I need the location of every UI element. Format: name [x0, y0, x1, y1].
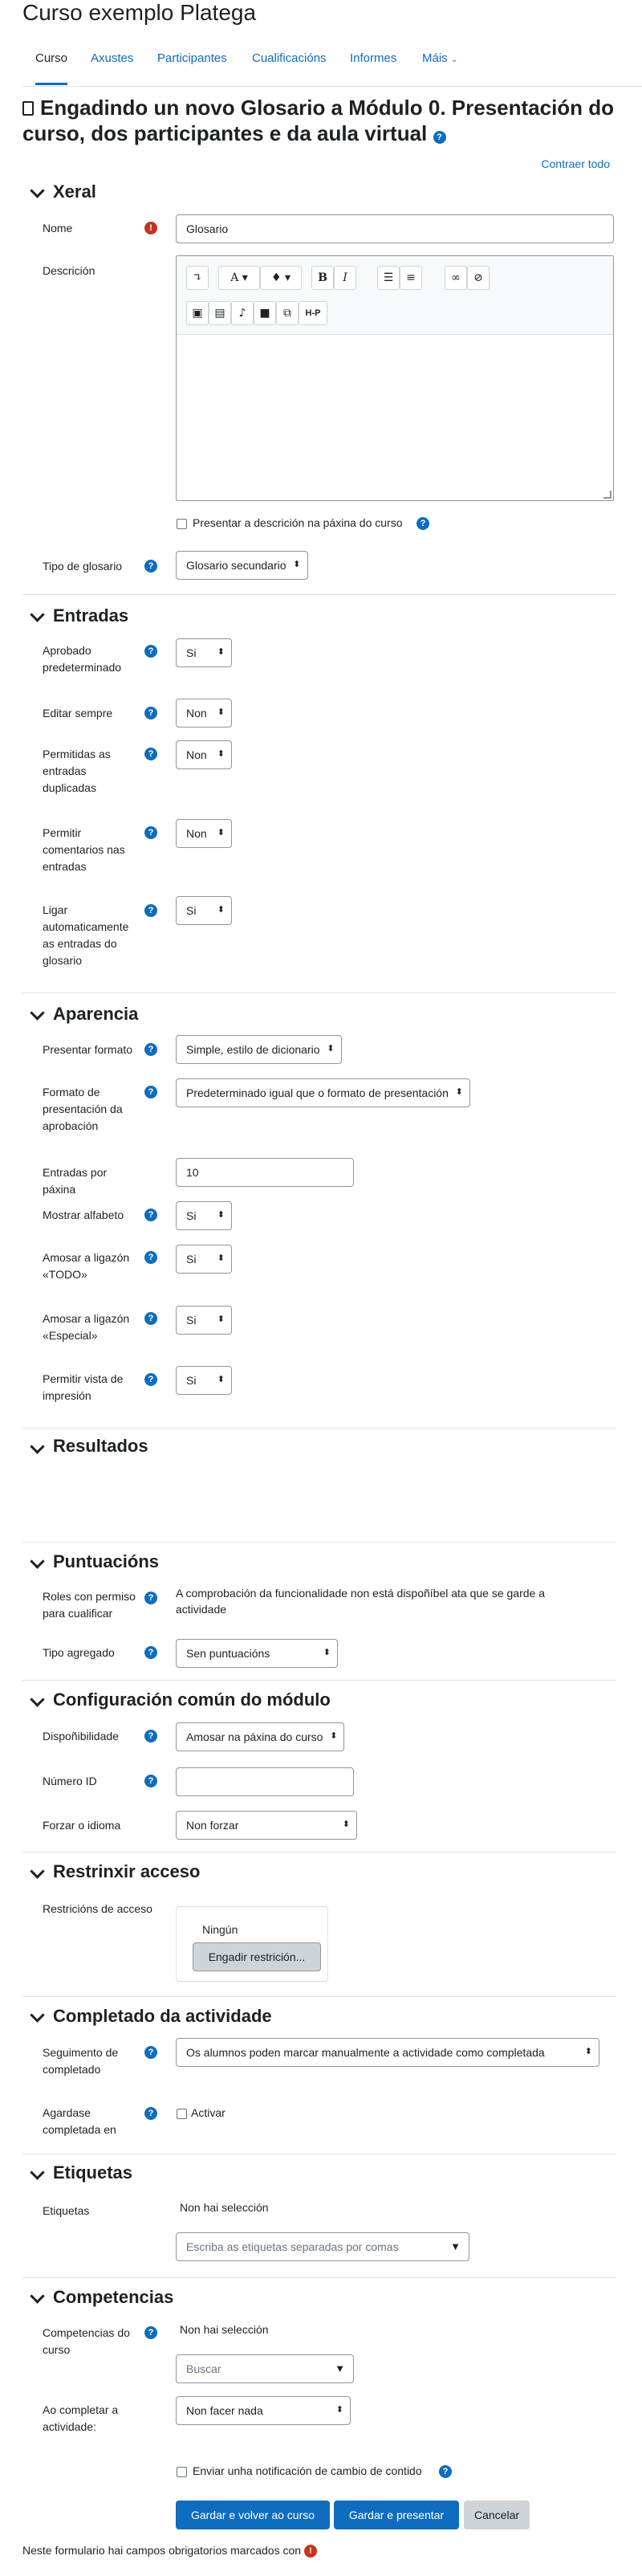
mostrar-alfabeto-select[interactable]: Si ⬍ — [176, 1201, 232, 1230]
section-restrinxir[interactable]: Restrinxir acceso — [53, 1861, 201, 1881]
vista-impresion-select[interactable]: Si ⬍ — [176, 1366, 232, 1395]
tipo-agregado-select[interactable]: Sen puntuacións ⬍ — [176, 1639, 338, 1668]
chevron-down-icon[interactable] — [27, 1439, 47, 1458]
question-circle-icon[interactable]: ? — [144, 2046, 157, 2059]
section-completado[interactable]: Completado da actividade — [53, 2006, 272, 2026]
question-circle-icon[interactable]: ? — [144, 1043, 157, 1056]
question-circle-icon[interactable]: ? — [144, 2326, 157, 2339]
notify-checkbox[interactable] — [177, 2467, 187, 2477]
question-circle-icon[interactable]: ? — [144, 748, 157, 760]
chevron-down-icon[interactable] — [27, 2165, 47, 2184]
section-entradas[interactable]: Entradas — [53, 605, 129, 626]
comentarios-label: Permitir comentarios nas entradas — [43, 826, 125, 873]
add-restriction-button[interactable]: Engadir restrición... — [193, 1942, 321, 1971]
mostrar-alfabeto-label: Mostrar alfabeto — [43, 1209, 124, 1221]
chevron-down-icon: ⌄ — [450, 55, 458, 64]
question-circle-icon[interactable]: ? — [144, 826, 157, 839]
chevron-down-icon[interactable] — [27, 607, 47, 626]
exclamation-circle-icon: ! — [144, 222, 157, 234]
ligar-label: Ligar automaticamente as entradas do glosario — [43, 903, 129, 967]
chevron-down-icon[interactable] — [27, 2007, 47, 2027]
collapse-all-link[interactable]: Contraer todo — [541, 157, 610, 170]
dispoñibilidade-label: Dispoñibilidade — [43, 1730, 119, 1742]
media-icon[interactable]: ▤ — [209, 301, 231, 325]
entradas-paxina-input[interactable]: 10 — [176, 1158, 354, 1187]
h5p-icon[interactable]: H-P — [299, 301, 327, 325]
show-description-checkbox[interactable] — [177, 519, 187, 529]
section-etiquetas[interactable]: Etiquetas — [53, 2162, 133, 2183]
course-title: Curso exemplo Platega — [22, 0, 257, 25]
aprobado-label: Aprobado predeterminado — [43, 644, 122, 674]
section-divider — [22, 594, 616, 595]
competencias-search[interactable]: Buscar ▼ — [176, 2354, 354, 2383]
section-divider — [22, 1996, 616, 1997]
save-show-button[interactable]: Gardar e presentar — [334, 2501, 459, 2529]
section-competencias[interactable]: Competencias — [53, 2287, 174, 2307]
agardase-label: Agardase completada en — [43, 2106, 116, 2136]
section-resultados[interactable]: Resultados — [53, 1436, 148, 1456]
activar-label: Activar — [191, 2106, 226, 2119]
forzar-idioma-label: Forzar o idioma — [43, 1819, 121, 1832]
tab-cualificacions[interactable]: Cualificacións — [252, 51, 327, 65]
descricion-label: Descrición — [43, 264, 95, 277]
section-config-comun[interactable]: Configuración común do módulo — [53, 1689, 331, 1710]
tipo-glosario-select[interactable]: Glosario secundario ⬍ — [176, 551, 308, 580]
etiquetas-label: Etiquetas — [43, 2204, 90, 2217]
toolbar-toggle-icon[interactable]: ↴ — [186, 266, 209, 290]
nome-input[interactable]: Glosario — [176, 214, 614, 243]
ligazon-especial-select[interactable]: Si ⬍ — [176, 1306, 232, 1335]
glossary-icon — [22, 101, 34, 116]
question-circle-icon[interactable]: ? — [433, 131, 446, 144]
duplicadas-select[interactable]: Non ⬍ — [176, 740, 232, 769]
description-editor[interactable] — [176, 255, 614, 501]
question-circle-icon[interactable]: ? — [144, 1209, 157, 1221]
tipo-agregado-label: Tipo agregado — [43, 1646, 115, 1659]
ordered-list-icon[interactable]: ≡ — [400, 266, 422, 290]
unlink-icon[interactable]: ⊘ — [467, 266, 490, 290]
restrictions-none: Ningún — [202, 1923, 238, 1936]
question-circle-icon[interactable]: ? — [144, 1646, 157, 1659]
nome-label: Nome — [43, 222, 73, 234]
section-xeral[interactable]: Xeral — [53, 181, 96, 202]
competencias-none: Non hai selección — [180, 2323, 269, 2336]
seguimento-select[interactable]: Os alumnos poden marcar manualmente a actividade como completada ⬍ — [176, 2038, 599, 2067]
section-divider — [22, 1852, 616, 1853]
numero-id-label: Número ID — [43, 1775, 97, 1787]
presentar-formato-select[interactable]: Simple, estilo de dicionario ⬍ — [176, 1035, 342, 1064]
comentarios-select[interactable]: Non ⬍ — [176, 819, 232, 848]
chevron-down-icon[interactable] — [27, 1692, 47, 1711]
microphone-icon[interactable]: ♪ — [231, 301, 254, 325]
required-note: Neste formulario hai campos obrigatorios marcados con ! — [22, 2544, 317, 2558]
resize-handle[interactable] — [603, 491, 612, 499]
question-circle-icon[interactable]: ? — [144, 1592, 157, 1604]
section-aparencia[interactable]: Aparencia — [53, 1004, 139, 1024]
ligazon-especial-label: Amosar a ligazón «Especial» — [43, 1312, 130, 1342]
secondary-navigation — [22, 39, 642, 87]
bold-icon[interactable]: B — [311, 266, 334, 290]
question-circle-icon[interactable]: ? — [144, 1775, 157, 1787]
question-circle-icon[interactable]: ? — [144, 560, 157, 573]
numero-id-input[interactable] — [176, 1767, 354, 1796]
section-divider — [22, 1542, 616, 1543]
presentar-formato-label: Presentar formato — [43, 1043, 133, 1056]
formato-aprobacion-label: Formato de presentación da aprobación — [43, 1086, 123, 1132]
entradas-paxina-label: Entradas por páxina — [43, 1166, 108, 1196]
tipo-glosario-label: Tipo de glosario — [43, 560, 123, 573]
exclamation-circle-icon: ! — [304, 2545, 317, 2558]
question-circle-icon[interactable]: ? — [144, 707, 157, 719]
ao-completar-label: Ao completar a actividade: — [43, 2403, 119, 2433]
etiquetas-input[interactable]: Escriba as etiquetas separadas por comas ▼ — [176, 2232, 469, 2261]
video-icon[interactable]: ■ — [254, 301, 276, 325]
show-description-label: Presentar a descrición na páxina do curso — [193, 516, 403, 529]
dispoñibilidade-select[interactable]: Amosar na páxina do curso ⬍ — [176, 1722, 344, 1751]
manage-files-icon[interactable]: ⧉ — [276, 301, 299, 325]
question-circle-icon[interactable]: ? — [144, 1086, 157, 1098]
restrictions-box — [176, 1906, 328, 1982]
editor-toolbar — [177, 256, 613, 335]
chevron-down-icon[interactable] — [27, 183, 47, 202]
font-color-icon[interactable]: ♦ ▾ — [260, 266, 302, 290]
image-icon[interactable]: ▣ — [186, 301, 209, 325]
restricions-label: Restricións de acceso — [43, 1902, 152, 1915]
question-circle-icon[interactable]: ? — [144, 1251, 157, 1264]
ligazon-todo-label: Amosar a ligazón «TODO» — [43, 1251, 130, 1281]
chevron-down-icon[interactable] — [27, 2289, 47, 2308]
activar-checkbox[interactable] — [177, 2109, 187, 2119]
section-divider — [22, 1680, 616, 1681]
vista-impresion-label: Permitir vista de impresión — [43, 1372, 124, 1402]
etiquetas-none: Non hai selección — [180, 2201, 269, 2214]
tab-axustes[interactable]: Axustes — [91, 51, 134, 65]
question-circle-icon[interactable]: ? — [144, 1373, 157, 1386]
chevron-down-icon[interactable] — [27, 1005, 47, 1025]
unordered-list-icon[interactable]: ☰ — [377, 266, 400, 290]
page-heading: Engadindo un novo Glosario a Módulo 0. Presentación do curso, dos participantes e da aula virtual ? — [22, 96, 615, 145]
question-circle-icon[interactable]: ? — [416, 517, 429, 530]
roles-value: A comprobación da funcionalidade non está dispoñíbel ata que se garde a actividade — [176, 1587, 546, 1616]
question-circle-icon[interactable]: ? — [439, 2465, 452, 2478]
notify-label: Enviar unha notificación de cambio de contido — [193, 2464, 422, 2477]
font-style-icon[interactable]: A ▾ — [218, 266, 260, 290]
competencias-curso-label: Competencias do curso — [43, 2326, 130, 2356]
question-circle-icon[interactable]: ? — [144, 2107, 157, 2120]
tab-participantes[interactable]: Participantes — [157, 51, 227, 65]
section-divider — [22, 2277, 616, 2278]
chevron-down-icon[interactable] — [27, 1864, 47, 1883]
question-circle-icon[interactable]: ? — [144, 1312, 157, 1325]
editar-sempre-label: Editar sempre — [43, 707, 113, 719]
ao-completar-select[interactable]: Non facer nada ⬍ — [176, 2396, 351, 2425]
ligar-select[interactable]: Si ⬍ — [176, 896, 232, 925]
tab-informes[interactable]: Informes — [350, 51, 397, 65]
aprobado-select[interactable]: Si ⬍ — [176, 638, 232, 667]
editar-sempre-select[interactable]: Non ⬍ — [176, 699, 232, 728]
italic-icon[interactable]: I — [334, 266, 356, 290]
section-divider — [22, 1428, 616, 1429]
ligazon-todo-select[interactable]: Si ⬍ — [176, 1245, 232, 1274]
cancel-button[interactable]: Cancelar — [464, 2501, 530, 2529]
tab-curso[interactable]: Curso — [35, 51, 67, 85]
forzar-idioma-select[interactable]: Non forzar ⬍ — [176, 1811, 357, 1840]
tab-mais[interactable]: Máis ⌄ — [422, 51, 458, 65]
seguimento-label: Seguimento de completado — [43, 2046, 119, 2076]
link-icon[interactable]: ∞ — [445, 266, 467, 290]
section-puntuacions[interactable]: Puntuacións — [53, 1551, 160, 1571]
question-circle-icon[interactable]: ? — [144, 1730, 157, 1742]
duplicadas-label: Permitidas as entradas duplicadas — [43, 748, 111, 794]
save-return-button[interactable]: Gardar e volver ao curso — [176, 2501, 330, 2529]
chevron-down-icon[interactable] — [27, 1554, 47, 1573]
question-circle-icon[interactable]: ? — [144, 904, 157, 917]
question-circle-icon[interactable]: ? — [144, 645, 157, 658]
roles-label: Roles con permiso para cualificar — [43, 1590, 136, 1620]
section-divider — [22, 992, 616, 993]
formato-aprobacion-select[interactable]: Predeterminado igual que o formato de presentación ⬍ — [176, 1078, 470, 1107]
